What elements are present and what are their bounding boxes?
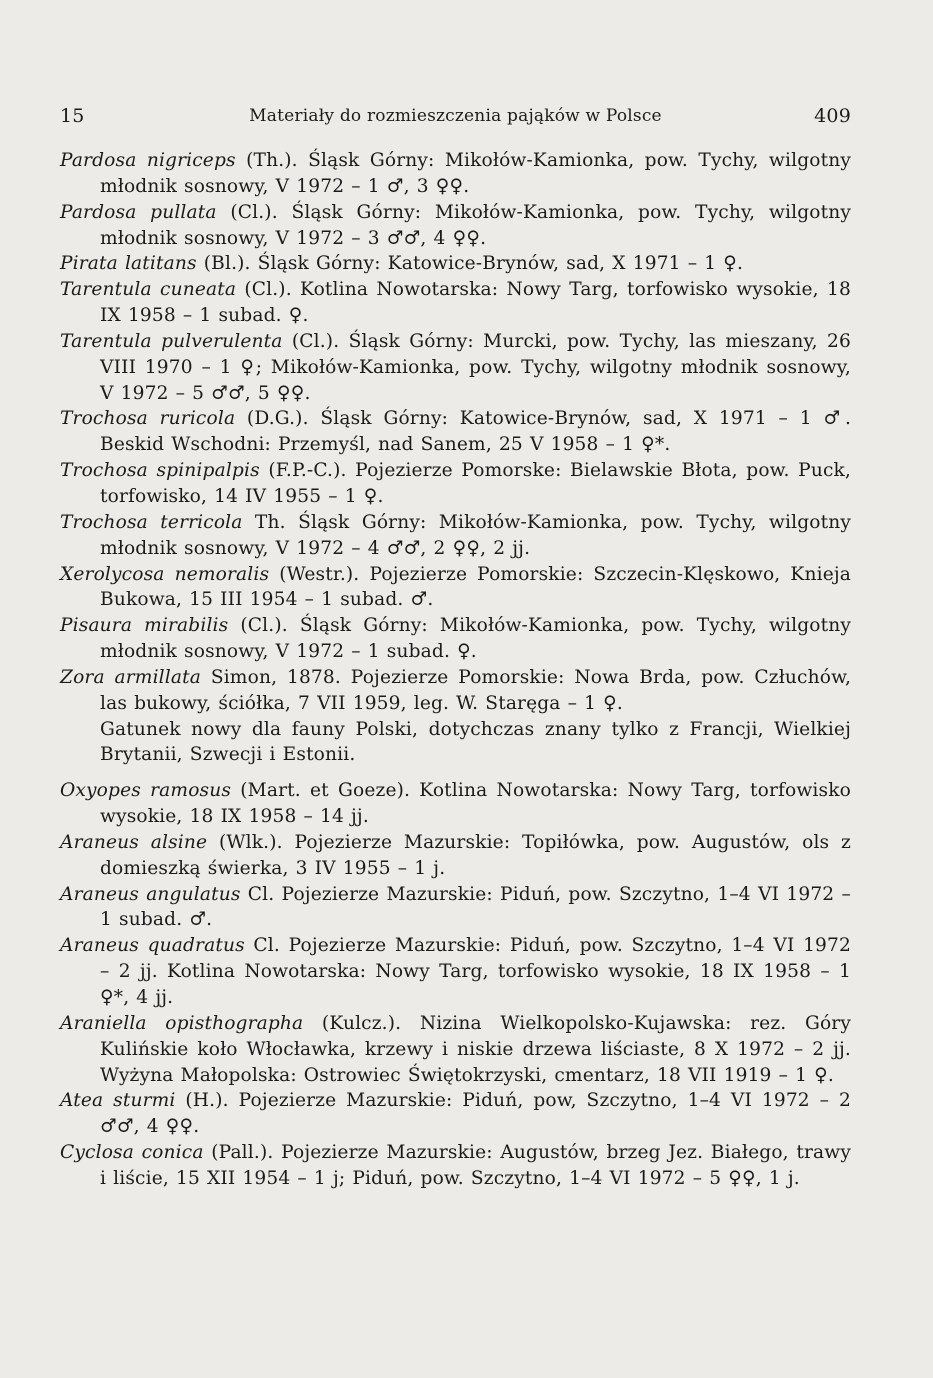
species-name: Pardosa pullata (60, 201, 217, 223)
record-text: (F.P.-C.). Pojezierze Pomorske: Bielawskie Błota, pow. Puck, torfowisko, 14 IV 1955 – 1 ♀. (100, 460, 851, 507)
species-name: Araneus quadratus (60, 935, 245, 957)
species-name: Atea sturmi (60, 1090, 176, 1112)
species-name: Pisaura mirabilis (60, 615, 229, 637)
record-text: Th. Śląsk Górny: Mikołów-Kamionka, pow. Tychy, wilgotny młodnik sosnowy, V 1972 – 4 ♂♂, 2 ♀♀, 2 jj. (100, 511, 851, 559)
running-title: Materiały do rozmieszczenia pająków w Polsce (249, 106, 662, 126)
record-text: (Cl.). Śląsk Górny: Murcki, pow. Tychy, las mieszany, 26 VIII 1970 – 1 ♀; Mikołów-Kamionka, pow. Tychy, wilgotny młodnik sosnowy, V 1972 – 5 ♂♂, 5 ♀♀. (100, 330, 851, 404)
species-name: Cyclosa conica (60, 1142, 204, 1164)
record-text: (Th.). Śląsk Górny: Mikołów-Kamionka, pow. Tychy, wilgotny młodnik sosnowy, V 1972 – 1 ♂, 3 ♀♀. (100, 150, 851, 197)
species-entry (60, 200, 851, 252)
record-text: (Kulcz.). Nizina Wielkopolsko-Kujawska: rez. Góry Kulińskie koło Włocławka, krzewy i niskie drzewa liściaste, 8 X 1972 – 2 jj. Wyżyna Małopolska: Ostrowiec Świętokrzyski, cmentarz, 18 VII 1919 – 1 ♀. (100, 1012, 851, 1086)
species-name: Oxyopes ramosus (60, 780, 232, 802)
record-text: Simon, 1878. Pojezierze Pomorskie: Nowa Brda, pow. Człuchów, las bukowy, ściółka, 7 VII 1959, leg. W. Staręga – 1 ♀. (100, 666, 852, 714)
record-text: (Bl.). Śląsk Górny: Katowice-Brynów, sad, X 1971 – 1 ♀. (196, 253, 744, 275)
species-name: Araneus angulatus (60, 883, 241, 905)
species-entry (60, 1088, 851, 1140)
species-entry (60, 277, 851, 329)
species-note (100, 717, 851, 769)
species-name: Xerolycosa nemoralis (60, 563, 270, 585)
species-entry (60, 613, 851, 665)
species-name: Araneus alsine (60, 831, 208, 853)
species-name: Trochosa ruricola (60, 408, 236, 430)
species-entry (60, 406, 852, 458)
species-name: Pirata latitans (60, 253, 197, 275)
record-text: (Mart. et Goeze). Kotlina Nowotarska: Nowy Targ, torfowisko wysokie, 18 IX 1958 – 14 jj. (100, 780, 851, 828)
record-text: Cl. Pojezierze Mazurskie: Piduń, pow. Szczytno, 1–4 VI 1972 – 2 jj. Kotlina Nowotarska: Nowy Targ, torfowisko wysokie, 18 IX 1958 – 1 ♀*, 4 jj. (100, 935, 851, 1008)
species-entry (60, 562, 852, 614)
record-text: (Pall.). Pojezierze Mazurskie: Augustów, brzeg Jez. Białego, trawy i liście, 15 XII 1954 – 1 j; Piduń, pow. Szczytno, 1–4 VI 1972 – 5 ♀♀, 1 j. (100, 1142, 851, 1189)
species-entry (60, 1011, 851, 1089)
species-entry (60, 510, 851, 562)
species-entry (60, 830, 851, 882)
species-entry (60, 778, 851, 830)
species-entry (60, 882, 851, 934)
record-text: (Cl.). Śląsk Górny: Mikołów-Kamionka, pow. Tychy, wilgotny młodnik sosnowy, V 1972 – 1 subad. ♀. (100, 615, 851, 663)
species-name: Araniella opisthographa (60, 1012, 304, 1034)
species-name: Trochosa spinipalpis (60, 460, 260, 482)
species-name: Trochosa terricola (60, 511, 243, 533)
species-entry (60, 148, 851, 200)
species-name: Tarentula pulverulenta (60, 330, 283, 352)
species-name: Tarentula cuneata (60, 279, 237, 301)
note-text: Gatunek nowy dla fauny Polski, dotychczas znany tylko z Francji, Wielkiej Brytanii, Szwecji i Estonii. (100, 718, 851, 766)
record-text: (Cl.). Kotlina Nowotarska: Nowy Targ, torfowisko wysokie, 18 IX 1958 – 1 subad. ♀. (100, 279, 851, 327)
species-entry (60, 329, 851, 407)
running-head (60, 100, 851, 132)
section-gap (60, 768, 851, 778)
record-text: (D.G.). Śląsk Górny: Katowice-Brynów, sad, X 1971 – 1 ♂. Beskid Wschodni: Przemyśl, nad Sanem, 25 V 1958 – 1 ♀*. (100, 408, 852, 456)
species-name: Zora armillata (60, 666, 201, 688)
record-text: (Westr.). Pojezierze Pomorskie: Szczecin-Klęskowo, Knieja Bukowa, 15 III 1954 – 1 subad. ♂. (100, 563, 852, 611)
species-records (60, 148, 851, 1192)
species-entry (60, 251, 851, 277)
record-text: (Wlk.). Pojezierze Mazurskie: Topiłówka, pow. Augustów, ols z domieszką świerka, 3 IV 1955 – 1 j. (100, 831, 851, 879)
species-entry (60, 933, 851, 1011)
record-text: (Cl.). Śląsk Górny: Mikołów-Kamionka, pow. Tychy, wilgotny młodnik sosnowy, V 1972 – 3 ♂♂, 4 ♀♀. (100, 201, 851, 249)
record-text: Cl. Pojezierze Mazurskie: Piduń, pow. Szczytno, 1–4 VI 1972 – 1 subad. ♂. (100, 883, 851, 931)
species-name: Pardosa nigriceps (60, 150, 236, 171)
species-entry (60, 665, 852, 717)
page-number-left: 15 (60, 105, 85, 127)
species-entry (60, 458, 851, 510)
record-text: (H.). Pojezierze Mazurskie: Piduń, pow, Szczytno, 1–4 VI 1972 – 2 ♂♂, 4 ♀♀. (100, 1090, 851, 1138)
page-number-right: 409 (814, 105, 851, 127)
species-entry (60, 1140, 851, 1192)
